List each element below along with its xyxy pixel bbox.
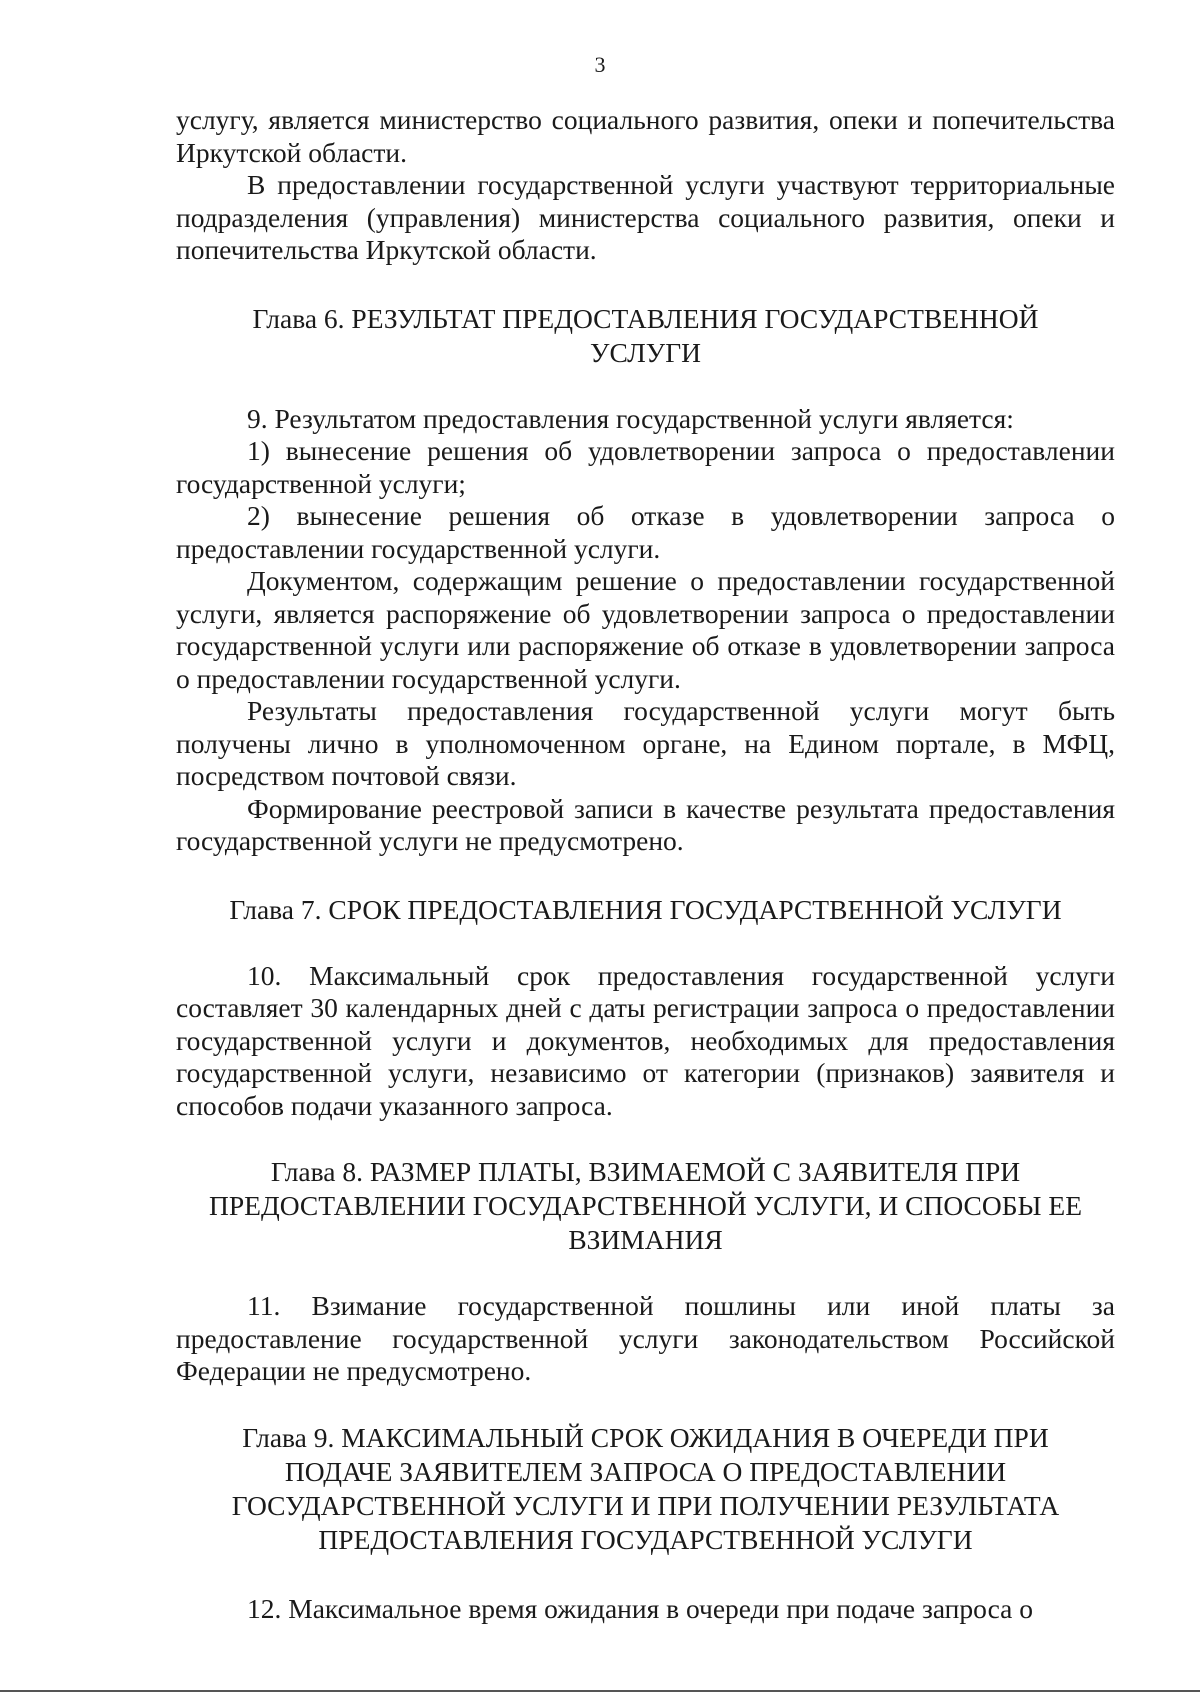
page-number: 3	[594, 52, 606, 77]
paragraph-clause-11: 11. Взимание государственной пошлины или иной платы за предоставление государственной услуги законодательством Российской Федерации не предусмотрено.	[176, 1290, 1115, 1386]
paragraph-registry-record: Формирование реестровой записи в качестве результата предоставления государственной услуги не предусмотрено.	[176, 792, 1115, 856]
paragraph-responsible-ministry: услугу, является министерство социального развития, опеки и попечительства Иркутской области.	[176, 104, 1115, 168]
chapter-9-heading: Глава 9. МАКСИМАЛЬНЫЙ СРОК ОЖИДАНИЯ В ОЧЕРЕДИ ПРИ ПОДАЧЕ ЗАЯВИТЕЛЕМ ЗАПРОСА О ПРЕДОСТАВЛЕНИИ ГОСУДАРСТВЕННОЙ УСЛУГИ И ПРИ ПОЛУЧЕНИИ РЕЗУЛЬТАТА ПРЕДОСТАВЛЕНИЯ ГОСУДАРСТВЕННОЙ УСЛУГИ	[231, 1421, 1060, 1555]
paragraph-clause-9-item-2: 2) вынесение решения об отказе в удовлетворении запроса о предоставлении государственной услуги.	[176, 500, 1115, 564]
paragraph-clause-10: 10. Максимальный срок предоставления государственной услуги составляет 30 календарных дней с даты регистрации запроса о предоставлении государственной услуги и документов, необходимых для предоставления государственной услуги, независимо от категории (признаков) заявителя и способов подачи указанного запроса.	[176, 959, 1115, 1121]
paragraph-result-delivery: Результаты предоставления государственной услуги могут быть получены лично в уполномоченном органе, на Едином портале, в МФЦ, посредством почтовой связи.	[176, 695, 1115, 791]
document-body	[176, 104, 1115, 1625]
paragraph-participants: В предоставлении государственной услуги участвуют территориальные подразделения (управления) министерства социального развития, опеки и попечительства Иркутской области.	[176, 169, 1115, 265]
chapter-7-heading: Глава 7. СРОК ПРЕДОСТАВЛЕНИЯ ГОСУДАРСТВЕННОЙ УСЛУГИ	[229, 893, 1062, 925]
paragraph-clause-9: 9. Результатом предоставления государственной услуги является:	[247, 402, 1014, 434]
paragraph-clause-9-item-1: 1) вынесение решения об удовлетворении запроса о предоставлении государственной услуги;	[176, 435, 1115, 499]
page-bottom-divider	[0, 1690, 1200, 1692]
paragraph-result-document: Документом, содержащим решение о предоставлении государственной услуги, является распоряжение об удовлетворении запроса о предоставлении государственной услуги или распоряжение об отказе в удовлетворении запроса о предоставлении государственной услуги.	[176, 565, 1115, 694]
chapter-6-heading: Глава 6. РЕЗУЛЬТАТ ПРЕДОСТАВЛЕНИЯ ГОСУДАРСТВЕННОЙ УСЛУГИ	[252, 302, 1039, 368]
chapter-8-heading: Глава 8. РАЗМЕР ПЛАТЫ, ВЗИМАЕМОЙ С ЗАЯВИТЕЛЯ ПРИ ПРЕДОСТАВЛЕНИИ ГОСУДАРСТВЕННОЙ УСЛУГИ, И СПОСОБЫ ЕЕ ВЗИМАНИЯ	[209, 1156, 1082, 1255]
paragraph-clause-12: 12. Максимальное время ожидания в очереди при подаче запроса о	[247, 1592, 1033, 1624]
